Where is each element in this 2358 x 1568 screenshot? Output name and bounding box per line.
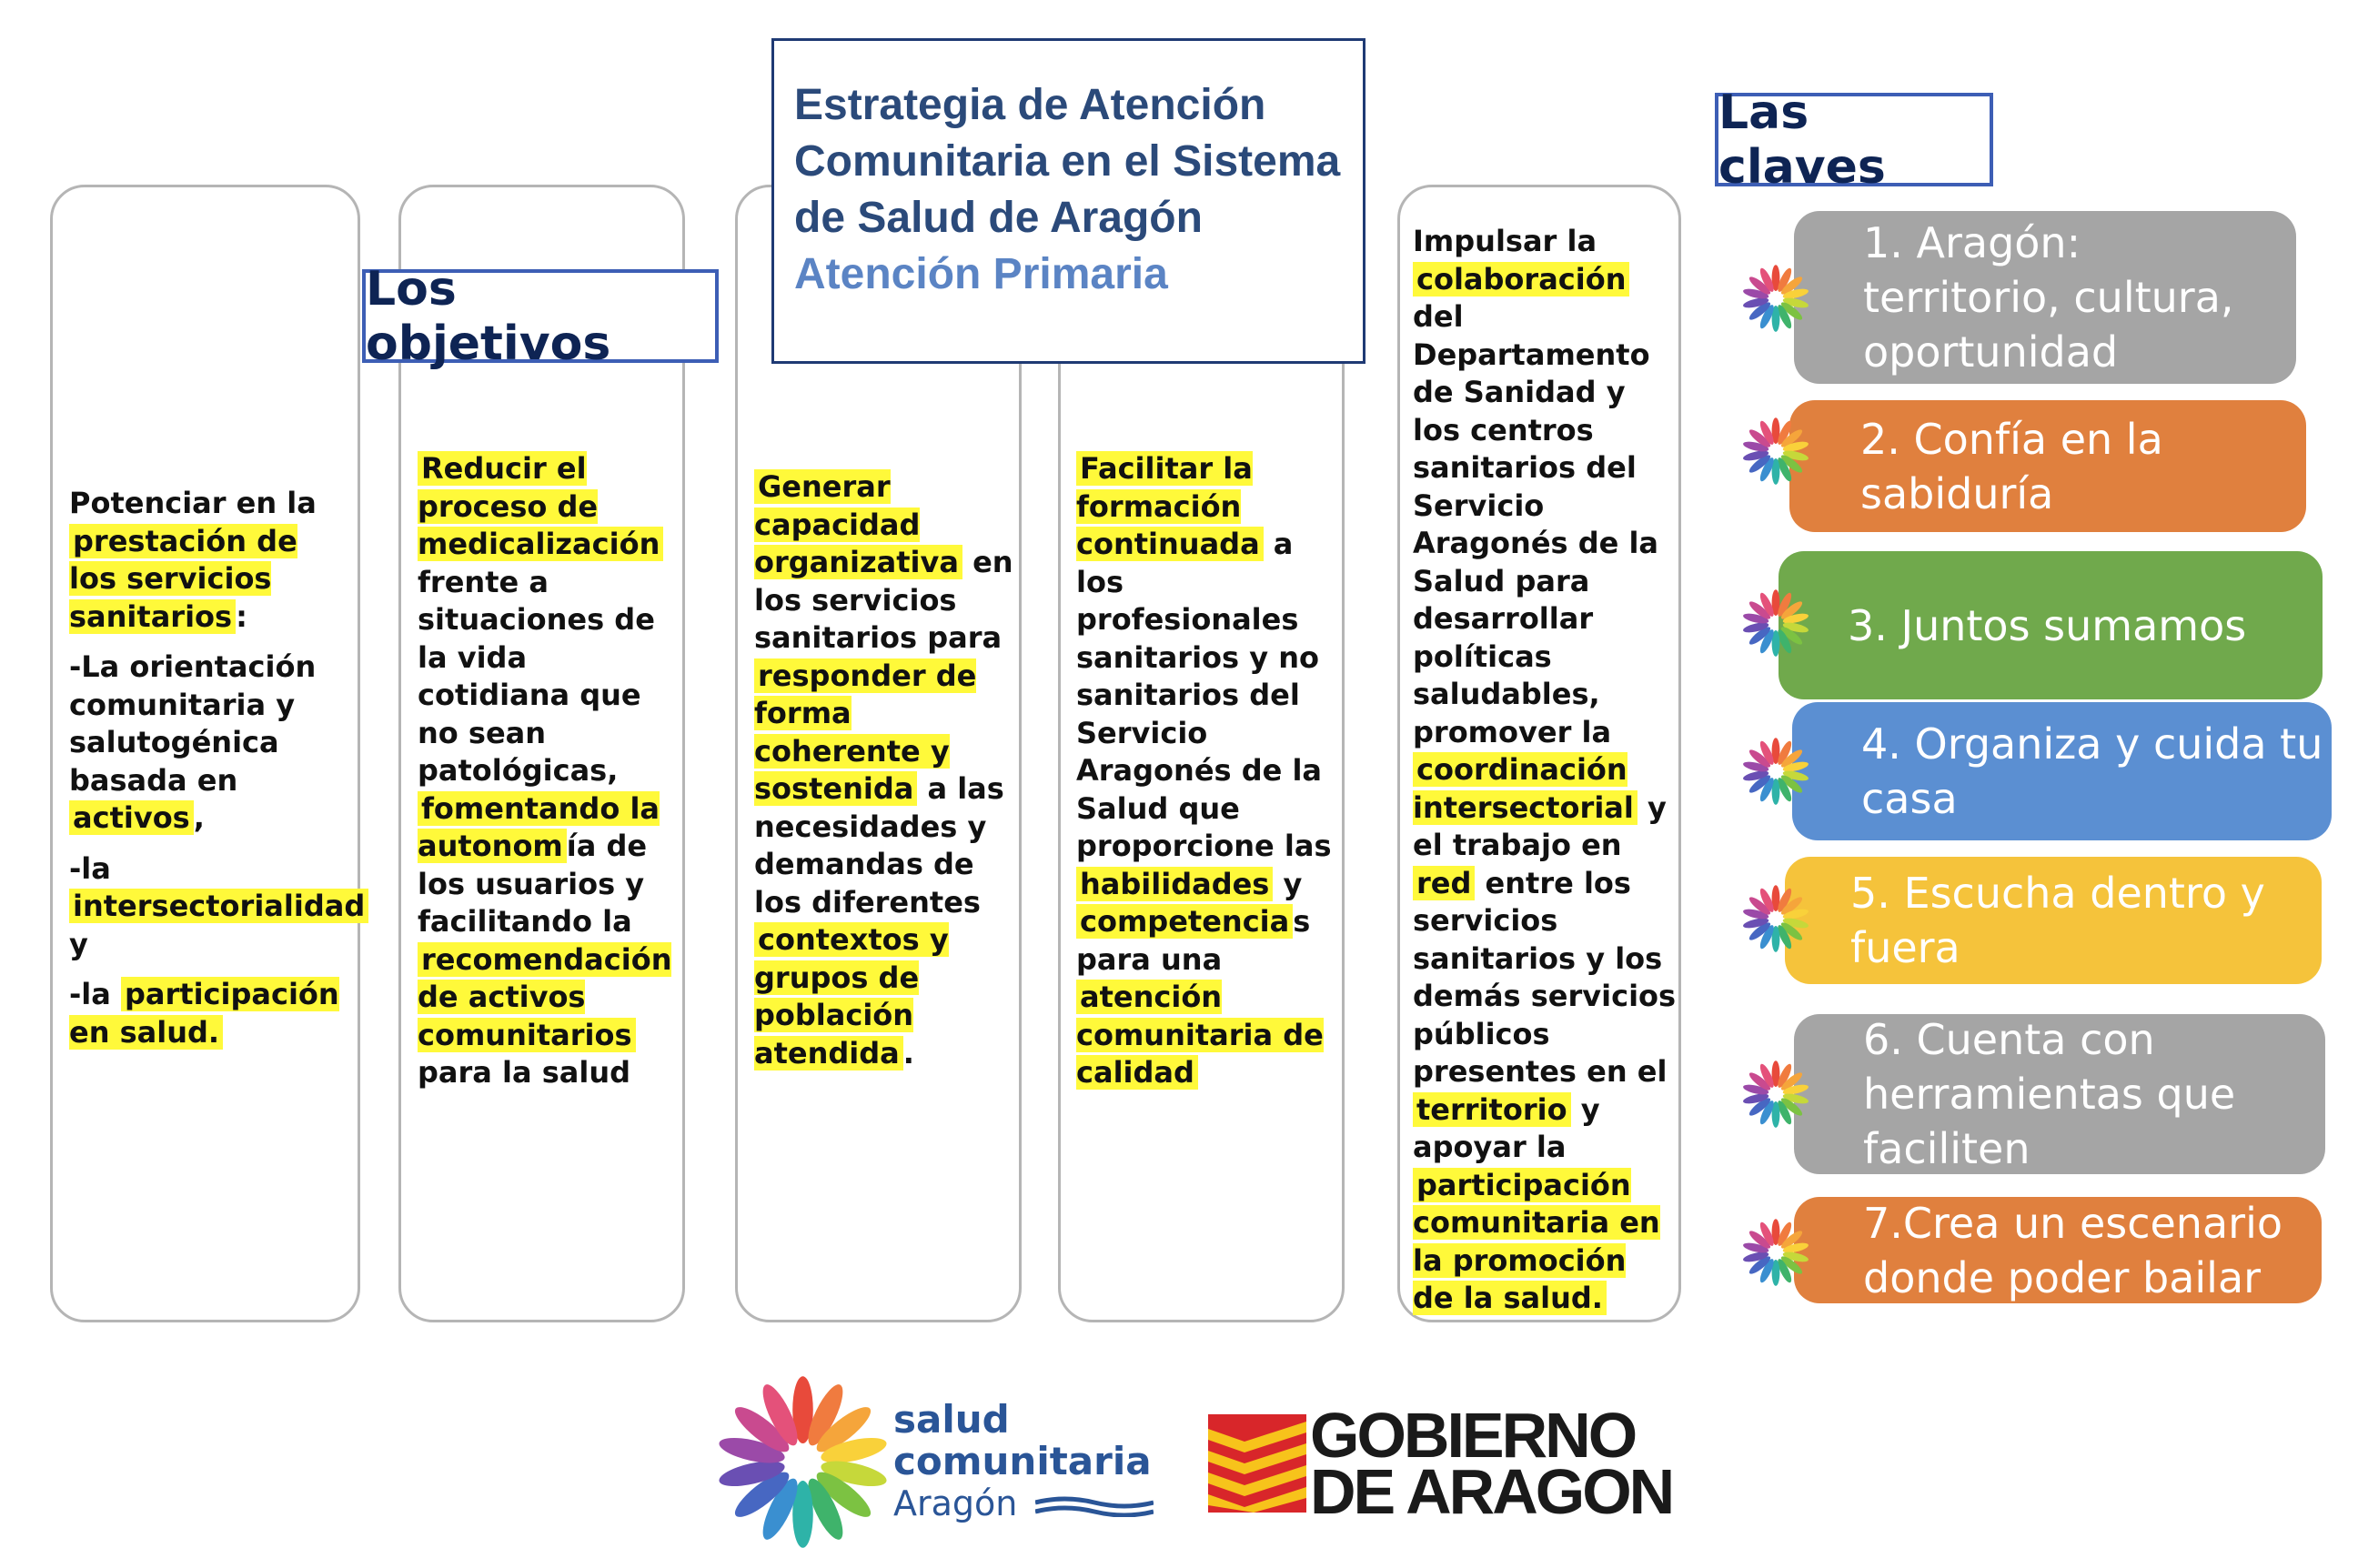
strategy-title (794, 77, 1340, 303)
key-label-line: donde poder bailar (1863, 1252, 2262, 1302)
gobierno-aragon-logo (1310, 1400, 1673, 1527)
objective-paragraph (418, 450, 681, 1092)
logo-text-aragon (893, 1483, 1154, 1524)
highlighted-text: habilidades (1076, 867, 1273, 901)
objective-text-segment: . (902, 1035, 914, 1070)
key-item-3 (1779, 551, 2323, 699)
salud-comunitaria-flower-logo (710, 1369, 896, 1555)
key-label-line: sabiduría (1860, 468, 2054, 518)
objective-paragraph (754, 468, 1018, 1072)
logo-text-aragon-label: Aragón (893, 1483, 1018, 1523)
highlighted-text: atención comunitaria de calidad (1076, 980, 1324, 1090)
strategy-title-line: Estrategia de Atención (794, 81, 1266, 129)
logo-text-salud: salud (893, 1397, 1010, 1442)
flower-icon (1739, 415, 1812, 487)
objective-text-segment: y (69, 926, 88, 961)
key-label-line: casa (1861, 774, 1958, 823)
objective-text-segment: y apoyar la (1413, 1091, 1600, 1164)
key-label-line: oportunidad (1863, 327, 2119, 377)
strategy-title-box (771, 38, 1365, 364)
objective-text-segment: y el trabajo en (1413, 789, 1667, 862)
highlighted-text: contextos y grupos de población atendida (754, 922, 949, 1070)
flower-icon (1739, 1216, 1812, 1289)
strategy-subtitle: Atención Primaria (794, 250, 1168, 298)
objective-paragraph (69, 648, 351, 838)
keys-heading: Las claves (1715, 93, 1993, 186)
key-label-line: territorio, cultura, (1863, 273, 2234, 322)
objective-text-4 (1076, 450, 1342, 1105)
objective-text-segment: ía de los usuarios y facilitando la (418, 829, 648, 939)
flower-icon (1739, 735, 1812, 808)
key-label-line: faciliten (1863, 1124, 2030, 1173)
key-label-line: fuera (1850, 923, 1960, 972)
logo-text-comunitaria: comunitaria (893, 1439, 1152, 1483)
objective-text-segment: s para una (1076, 904, 1311, 977)
key-label-line: 1. Aragón: (1863, 218, 2081, 267)
objective-paragraph (69, 850, 366, 964)
key-item-2 (1789, 400, 2306, 532)
highlighted-text: intersectorialidad (69, 889, 368, 923)
highlighted-text: red (1413, 866, 1475, 900)
key-label-line: 5. Escucha dentro y (1850, 869, 2265, 918)
highlighted-text: Reducir el proceso de medicalización (418, 451, 663, 561)
flower-icon (1739, 882, 1812, 955)
objective-paragraph (69, 485, 351, 636)
objective-text-segment: frente a situaciones de la vida cotidiana que no sean patológicas, (418, 564, 655, 788)
highlighted-text: coordinación intersectorial (1413, 752, 1638, 825)
flower-icon (1739, 262, 1812, 335)
objective-paragraph (1413, 223, 1677, 1318)
key-item-6 (1794, 1014, 2325, 1174)
objective-text-segment: -la (69, 850, 111, 886)
strategy-title-line: Comunitaria en el Sistema (794, 137, 1341, 186)
highlighted-text: participación en salud. (69, 977, 339, 1050)
key-item-7 (1794, 1197, 2322, 1303)
objectives-heading: Los objetivos (362, 269, 719, 363)
objective-paragraph (69, 976, 351, 1051)
objective-text-5 (1413, 223, 1677, 1331)
key-label-line: 2. Confía en la (1860, 414, 2163, 464)
gobierno-text: GOBIERNO (1310, 1400, 1636, 1471)
highlighted-text: participación comunitaria en la promoción de la salud. (1413, 1167, 1660, 1315)
objective-paragraph (1076, 450, 1342, 1092)
objective-text-segment: : (236, 598, 247, 634)
key-label-line: 6. Cuenta con (1863, 1015, 2155, 1064)
highlighted-text: territorio (1413, 1092, 1571, 1127)
highlighted-text: Facilitar la formación continuada (1076, 451, 1264, 561)
highlighted-text: colaboración (1413, 262, 1629, 297)
flower-icon (1739, 587, 1812, 659)
objective-text-segment: Impulsar la (1413, 224, 1597, 258)
flower-icon (1739, 1058, 1812, 1131)
highlighted-text: Generar capacidad organizativa (754, 469, 962, 579)
objective-text-segment: en los servicios sanitarios para (754, 545, 1013, 655)
objective-text-segment: -la (69, 977, 121, 1011)
objective-text-1 (69, 485, 366, 1064)
objective-text-3 (754, 468, 1018, 1085)
key-item-5 (1785, 857, 2322, 984)
highlighted-text: competencia (1076, 904, 1293, 939)
key-item-1 (1794, 211, 2296, 384)
strategy-title-line: de Salud de Aragón (794, 194, 1203, 242)
salud-comunitaria-logo (893, 1399, 1154, 1524)
key-item-4 (1792, 702, 2332, 840)
de-aragon-text: DE ARAGON (1310, 1456, 1673, 1527)
objective-text-segment: para la salud (418, 1055, 631, 1090)
aragon-flag-logo (1208, 1414, 1306, 1513)
highlighted-text: recomendación de activos comunitarios (418, 941, 672, 1052)
objective-text-segment: a los profesionales sanitarios y no sanitarios del Servicio Aragonés de la Salud que proporcione las (1076, 527, 1332, 863)
key-label-line: 7.Crea un escenario (1863, 1198, 2282, 1248)
key-label-line: herramientas que (1863, 1070, 2236, 1119)
objective-text-segment: -La orientación comunitaria y salutogénica basada en (69, 649, 317, 798)
highlighted-text: prestación de los servicios sanitarios (69, 523, 297, 634)
highlighted-text: fomentando la autonom (418, 790, 660, 863)
objective-text-segment: y (1273, 866, 1303, 901)
objective-text-segment: Potenciar en la (69, 486, 317, 520)
objective-text-segment: , (193, 800, 205, 835)
objective-text-2 (418, 450, 681, 1105)
objective-text-segment: entre los servicios sanitarios y los demás servicios públicos presentes en el (1413, 865, 1677, 1089)
highlighted-text: activos (69, 800, 194, 835)
highlighted-text: responder de forma coherente y sostenida (754, 658, 977, 806)
wave-icon (1035, 1495, 1154, 1517)
objective-text-segment: del Departamento de Sanidad y los centros sanitarios del Servicio Aragonés de la Salud para desarrollar políticas saludables, promover la (1413, 299, 1659, 749)
key-label-line: 4. Organiza y cuida tu (1861, 719, 2323, 769)
objective-text-segment: a las necesidades y demandas de los diferentes (754, 771, 1004, 920)
key-label-line: 3. Juntos sumamos (1848, 600, 2247, 650)
